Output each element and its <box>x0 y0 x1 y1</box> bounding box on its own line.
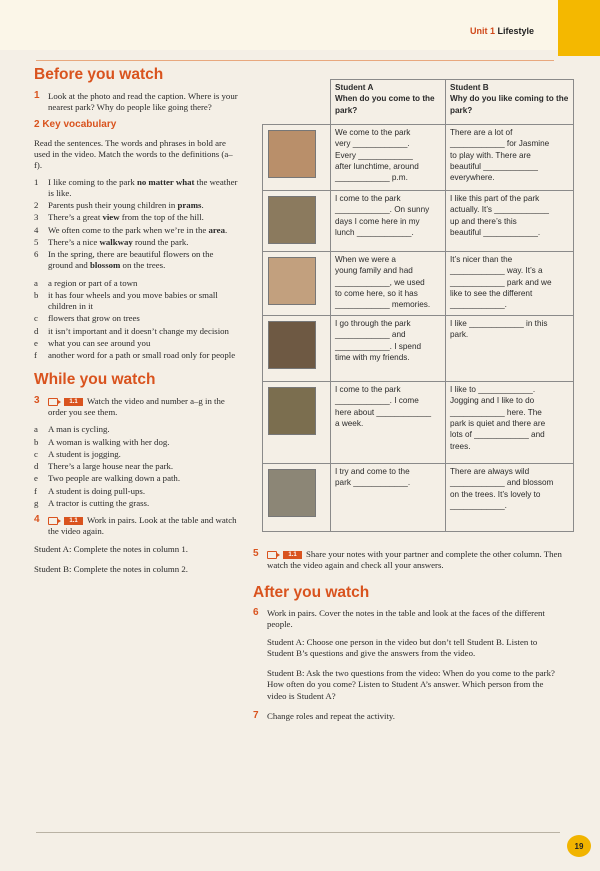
definition-item: f another word for a path or small road only for people <box>34 350 236 361</box>
after-you-watch-heading: After you watch <box>253 583 370 601</box>
exercise-number: 3 <box>34 394 40 406</box>
left-column <box>34 66 240 584</box>
key-word: prams <box>177 200 202 211</box>
exercise-3 <box>34 396 240 419</box>
key-word: no matter what <box>136 176 195 187</box>
person-photo <box>268 196 316 244</box>
item-number: 3 <box>34 212 39 223</box>
unit-title: Lifestyle <box>497 26 535 36</box>
student-b-note: It’s nicer than the ____________ way. It’s a ____________ park and we like to see the different ____________. <box>446 252 574 316</box>
vocab-sentence: 2 Parents push their young children in prams. <box>34 200 204 211</box>
scene-item: f A student is doing pull-ups. <box>34 485 146 496</box>
exercise-1-text: Look at the photo and read the caption. Where is your nearest park? Why do people like going there? <box>48 90 238 112</box>
photo-cell <box>263 125 331 191</box>
unit-number: Unit 1 <box>470 26 496 36</box>
student-a-note: When we were a young family and had ____________, we used to come here, so it has ____________ memories. <box>331 252 446 316</box>
table-row <box>263 125 574 191</box>
student-b-note: I like ____________ in this park. <box>446 316 574 382</box>
exercise-4 <box>34 515 240 538</box>
person-photo <box>268 387 316 435</box>
exercise-number: 1 <box>34 89 40 101</box>
student-b-note: I like to ____________. Jogging and I like to do ____________ here. The park is quiet and there are lots of ____________ and trees. <box>446 382 574 464</box>
item-number: 5 <box>34 236 39 247</box>
photo-cell <box>263 464 331 532</box>
scene-item: b A woman is walking with her dog. <box>34 436 170 447</box>
video-icon: 1.1 <box>48 398 84 406</box>
definition-item: c flowers that grow on trees <box>34 313 140 324</box>
key-vocabulary-heading: 2 Key vocabulary <box>34 119 117 131</box>
scene-item: e Two people are walking down a path. <box>34 473 181 484</box>
table-corner <box>263 80 331 125</box>
column-header-student-a: Student A When do you come to the park? <box>331 80 446 125</box>
table-row <box>263 382 574 464</box>
ex4-student-b: Student B: Complete the notes in column 2. <box>34 563 188 574</box>
exercise-number: 4 <box>34 514 40 526</box>
item-number: 1 <box>34 176 39 187</box>
exercise-7 <box>253 711 563 722</box>
video-icon: 1.1 <box>48 517 84 525</box>
item-number: 6 <box>34 249 39 260</box>
vocab-sentence: 5 There’s a nice walkway round the park. <box>34 236 189 247</box>
key-word: walkway <box>99 236 133 247</box>
photo-cell <box>263 252 331 316</box>
scene-item: c A student is jogging. <box>34 448 121 459</box>
person-photo <box>268 257 316 305</box>
right-column <box>253 549 563 728</box>
key-word: area <box>208 224 225 235</box>
ex4-student-a: Student A: Complete the notes in column 1. <box>34 543 188 554</box>
vocab-sentence: 4 We often come to the park when we’re in the area. <box>34 224 228 235</box>
vocab-sentence: 6 In the spring, there are beautiful flowers on the ground and blossom on the trees. <box>34 249 214 271</box>
person-photo <box>268 321 316 369</box>
exercise-number: 6 <box>253 607 259 619</box>
ex6-student-a: Student A: Choose one person in the video but don’t tell Student B. Listen to Student B’s questions and give the answers from the video. <box>267 636 538 658</box>
vocab-sentences <box>34 177 240 272</box>
photo-cell <box>263 382 331 464</box>
key-word: view <box>102 212 120 223</box>
unit-label <box>470 26 534 36</box>
scene-item: g A tractor is cutting the grass. <box>34 497 150 508</box>
student-a-note: We come to the park very ____________. Every ____________ after lunchtime, around ____________ p.m. <box>331 125 446 191</box>
exercise-6 <box>253 608 563 631</box>
exercise-number: 5 <box>253 548 259 559</box>
vocab-sentence: 3 There’s a great view from the top of the hill. <box>34 212 204 223</box>
item-number: 4 <box>34 224 39 235</box>
student-b-note: I like this part of the park actually. It’s ____________ up and there’s this beautiful ____________. <box>446 191 574 252</box>
student-a-note: I try and come to the park ____________. <box>331 464 446 532</box>
student-b-note: There are a lot of ____________ for Jasmine to play with. There are beautiful ____________ everywhere. <box>446 125 574 191</box>
exercise-7-text: Change roles and repeat the activity. <box>267 710 395 721</box>
page-number: 19 <box>567 835 591 857</box>
exercise-4-text: Work in pairs. Look at the table and watch the video again. <box>48 515 237 537</box>
while-you-watch-heading: While you watch <box>34 371 156 389</box>
column-header-student-b: Student B Why do you like coming to the park? <box>446 80 574 125</box>
before-you-watch-heading: Before you watch <box>34 66 164 83</box>
person-photo <box>268 469 316 517</box>
exercise-1 <box>34 91 240 114</box>
vocab-sentence: 1 I like coming to the park no matter what the weather is like. <box>34 176 238 198</box>
exercise-5-text: Share your notes with your partner and complete the other column. Then watch the video again and check all your answers. <box>267 549 562 571</box>
video-icon: 1.1 <box>267 551 303 559</box>
top-rule <box>36 60 554 61</box>
notes-table-wrapper <box>262 79 574 532</box>
student-a-note: I go through the park ____________ and ____________. I spend time with my friends. <box>331 316 446 382</box>
photo-cell <box>263 316 331 382</box>
ex2-instructions: Read the sentences. The words and phrases in bold are used in the video. Match the words to the definitions (a–f). <box>34 137 233 171</box>
photo-cell <box>263 191 331 252</box>
page-tab <box>558 0 600 56</box>
header-band <box>0 0 560 50</box>
definition-item: d it isn’t important and it doesn’t change my decision <box>34 325 229 336</box>
exercise-3-items <box>34 424 240 509</box>
definition-item: b it has four wheels and you move babies or small children in it <box>34 289 218 312</box>
person-photo <box>268 130 316 178</box>
item-number: 2 <box>34 200 39 211</box>
definition-item: a a region or part of a town <box>34 277 138 288</box>
student-a-note: I come to the park ____________. On sunny days I come here in my lunch ____________. <box>331 191 446 252</box>
bottom-rule <box>36 832 560 833</box>
table-row <box>263 316 574 382</box>
exercise-number: 7 <box>253 709 259 721</box>
ex6-student-b: Student B: Ask the two questions from the video: When do you come to the park? How often do you come? Listen to Student A’s answer. Which person from the video is Student A? <box>267 668 555 701</box>
notes-table <box>262 79 574 532</box>
vocab-definitions <box>34 278 240 362</box>
scene-item: a A man is cycling. <box>34 424 110 435</box>
key-word: blossom <box>90 260 121 271</box>
table-row <box>263 252 574 316</box>
exercise-3-text: Watch the video and number a–g in the order you see them. <box>48 395 225 418</box>
definition-item: e what you can see around you <box>34 337 151 348</box>
exercise-5 <box>253 549 563 572</box>
student-b-note: There are always wild ____________ and blossom on the trees. It’s lovely to ____________. <box>446 464 574 532</box>
table-row <box>263 464 574 532</box>
student-a-note: I come to the park ____________. I come here about ____________ a week. <box>331 382 446 464</box>
exercise-6-text: Work in pairs. Cover the notes in the table and look at the faces of the different people. <box>267 608 545 630</box>
scene-item: d There’s a large house near the park. <box>34 461 174 472</box>
table-row <box>263 191 574 252</box>
